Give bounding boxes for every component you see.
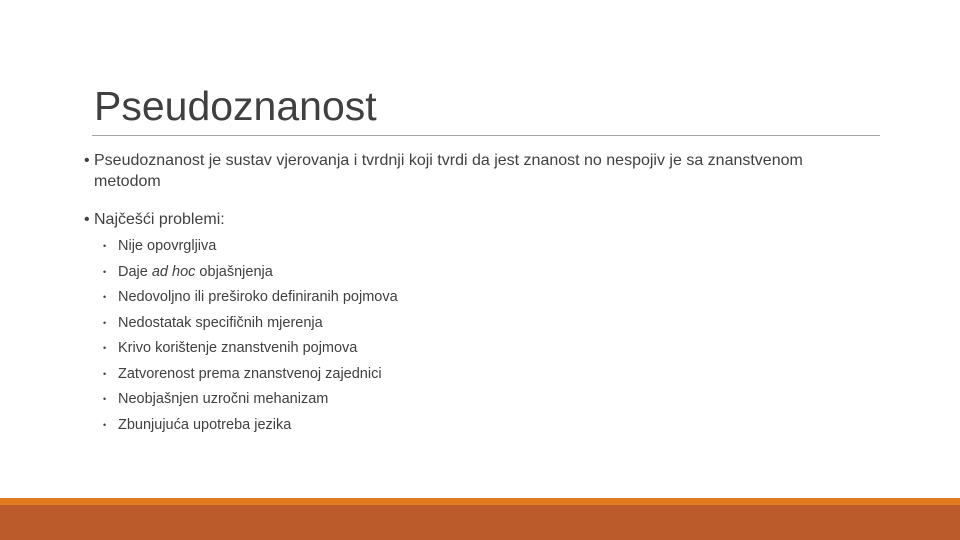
list-item-text-prefix: Daje [118, 263, 152, 280]
list-item-text-suffix: objašnjenja [195, 263, 273, 280]
sub-bullet-marker: • [103, 394, 107, 404]
bullet-text: Najčešći problemi: [94, 211, 225, 228]
list-item-text: Zbunjujuća upotreba jezika [118, 416, 292, 433]
sub-bullet-marker: • [103, 317, 107, 328]
sub-bullet-marker: • [103, 266, 107, 277]
list-item [84, 362, 814, 388]
list-item [84, 285, 814, 311]
list-item [84, 234, 814, 260]
sub-bullet-marker: • [103, 419, 107, 430]
list-item [84, 387, 814, 413]
list-item-text-italic: ad hoc [151, 263, 196, 280]
list-item-text: Nedostatak specifičnih mjerenja [118, 314, 323, 331]
list-item [84, 260, 814, 286]
list-item-text: Neobjašnjen uzročni mehanizam [118, 391, 329, 407]
footer-band [0, 505, 960, 540]
sub-bullet-marker: • [103, 241, 107, 251]
bullet-problems-heading [84, 209, 814, 230]
list-item [84, 336, 814, 362]
bullet-text: Pseudoznanost je sustav vjerovanja i tvrdnji koji tvrdi da jest znanost no nespojiv je sa znanstvenom metodom [94, 152, 803, 190]
bullet-marker: • [84, 211, 90, 228]
problems-list [84, 234, 814, 438]
list-item-text: Nije opovrgljiva [118, 238, 217, 254]
bullet-marker: • [84, 152, 90, 169]
sub-bullet-marker: • [103, 292, 107, 302]
list-item-text: Nedovoljno ili preširoko definiranih pojmova [118, 289, 398, 305]
list-item-text: Krivo korištenje znanstvenih pojmova [118, 340, 358, 356]
sub-bullet-marker: • [103, 343, 107, 353]
sub-bullet-marker: • [103, 368, 107, 379]
list-item [84, 413, 814, 439]
slide-title: Pseudoznanost [94, 83, 377, 129]
title-divider [92, 135, 880, 136]
list-item [84, 311, 814, 337]
bullet-definition [84, 150, 814, 192]
slide-content [84, 150, 814, 438]
list-item-text: Zatvorenost prema znanstvenoj zajednici [118, 365, 382, 382]
footer-accent-stripe [0, 498, 960, 505]
